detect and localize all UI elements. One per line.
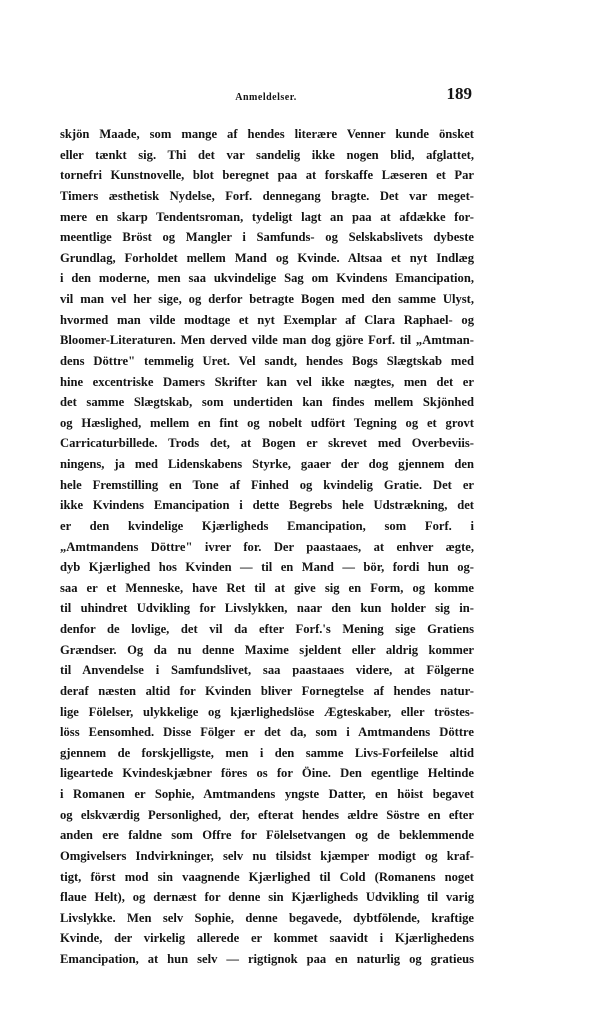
text-line: „Amtmandens Döttre" ivrer for. Der paastaaes, at enhver ægte, <box>60 539 474 554</box>
text-line: i Romanen er Sophie, Amtmandens yngste Datter, en höist begavet <box>60 787 474 801</box>
text-line: i den moderne, men saa ukvindelige Sag om Kvindens Emancipation, <box>60 271 474 286</box>
body-text <box>60 124 474 970</box>
text-line: dens Döttre" temmelig Uret. Vel sandt, hendes Bogs Slægtskab med <box>60 353 474 368</box>
text-line: deraf næsten altid for Kvinden bliver Fornegtelse af hendes natur- <box>60 683 474 698</box>
text-line: ningens, ja med Lidenskabens Styrke, gaaer der dog gjennem den <box>60 457 474 471</box>
text-line: vil man vel her sige, og derfor betragte Bogen med den samme Ulyst, <box>60 292 474 306</box>
text-line: gjennem de forskjelligste, men i den samme Livs-Forfeilelse altid <box>60 745 474 760</box>
running-title: Anmeldelser. <box>235 92 297 103</box>
text-line: til uhindret Udvikling for Livslykken, naar den kun holder sig in- <box>60 601 474 616</box>
text-line: ikke Kvindens Emancipation i dette Begrebs hele Udstrækning, det <box>60 498 474 513</box>
text-line: Livslykke. Men selv Sophie, denne begavede, dybtfölende, kraftige <box>60 910 474 925</box>
text-line: det samme Slægtskab, som undertiden kan findes mellem Skjönhed <box>60 395 474 410</box>
text-line: eller tænkt sig. Thi det var sandelig ikke nogen blid, afglattet, <box>60 147 474 162</box>
text-line: Timers æsthetisk Nydelse, Forf. dennegang bragte. Det var meget- <box>60 188 474 203</box>
text-line: og elskværdig Personlighed, der, efterat hendes ældre Söstre en efter <box>60 807 474 822</box>
text-line: til Anvendelse i Samfundslivet, saa paastaaes videre, at Fölgerne <box>60 663 474 678</box>
text-line: og Hæslighed, mellem en fint og nobelt udfört Tegning og et grovt <box>60 415 474 430</box>
text-line: Emancipation, at hun selv — rigtignok paa en naturlig og gratieus <box>60 952 474 966</box>
page-number: 189 <box>446 84 472 103</box>
text-line: Bloomer-Literaturen. Men derved vilde man dog gjöre Forf. til „Amtman- <box>60 333 474 348</box>
text-line: flaue Helt), og dernæst for denne sin Kjærligheds Udvikling til varig <box>60 890 474 905</box>
text-line: Omgivelsers Indvirkninger, selv nu tilsidst kjæmper modigt og kraf- <box>60 848 474 863</box>
text-line: hine excentriske Damers Skrifter kan vel ikke nægtes, men det er <box>60 374 474 389</box>
running-head <box>60 84 472 108</box>
text-line: ligeartede Kvindeskjæbner föres os for Öine. Den egentlige Heltinde <box>60 766 474 781</box>
text-line: tigt, först mod sin vaagnende Kjærlighed til Cold (Romanens noget <box>60 869 474 884</box>
text-line: Kvinde, der virkelig allerede er kommet saavidt i Kjærlighedens <box>60 931 474 946</box>
text-line: denfor de lovlige, det vil da efter Forf.'s Mening sige Gratiens <box>60 622 474 636</box>
text-line: meentlige Bröst og Mangler i Samfunds- og Selskabslivets dybeste <box>60 230 474 245</box>
text-line: hvormed man vilde modtage et nyt Exemplar af Clara Raphael- og <box>60 312 474 327</box>
text-line: hele Fremstilling en Tone af Finhed og kvindelig Gratie. Det er <box>60 477 474 492</box>
text-line: lige Fölelser, ulykkelige og kjærlighedslöse Ægteskaber, eller tröstes- <box>60 704 474 719</box>
text-line: Grundlag, Forholdet mellem Mand og Kvinde. Altsaa et nyt Indlæg <box>60 250 474 265</box>
text-line: dyb Kjærlighed hos Kvinden — til en Mand — bör, fordi hun og- <box>60 560 474 575</box>
text-line: saa er et Menneske, have Ret til at give sig en Form, og komme <box>60 580 474 595</box>
text-line: tornefri Kunstnovelle, blot beregnet paa at forskaffe Læseren et Par <box>60 168 474 183</box>
text-line: skjön Maade, som mange af hendes literære Venner kunde önsket <box>60 127 474 141</box>
text-line: mere en skarp Tendentsroman, tydeligt lagt an paa at afdække for- <box>60 209 474 224</box>
text-line: Grændser. Og da nu denne Maxime sjeldent eller aldrig kommer <box>60 642 474 657</box>
text-line: anden ere faldne som Offre for Fölelsetvangen og de beklemmende <box>60 828 474 843</box>
text-line: Carricaturbillede. Trods det, at Bogen er skrevet med Overbeviis- <box>60 436 474 451</box>
text-line: löss Eensomhed. Disse Fölger er det da, som i Amtmandens Döttre <box>60 725 474 740</box>
text-line: er den kvindelige Kjærligheds Emancipation, som Forf. i <box>60 518 474 533</box>
